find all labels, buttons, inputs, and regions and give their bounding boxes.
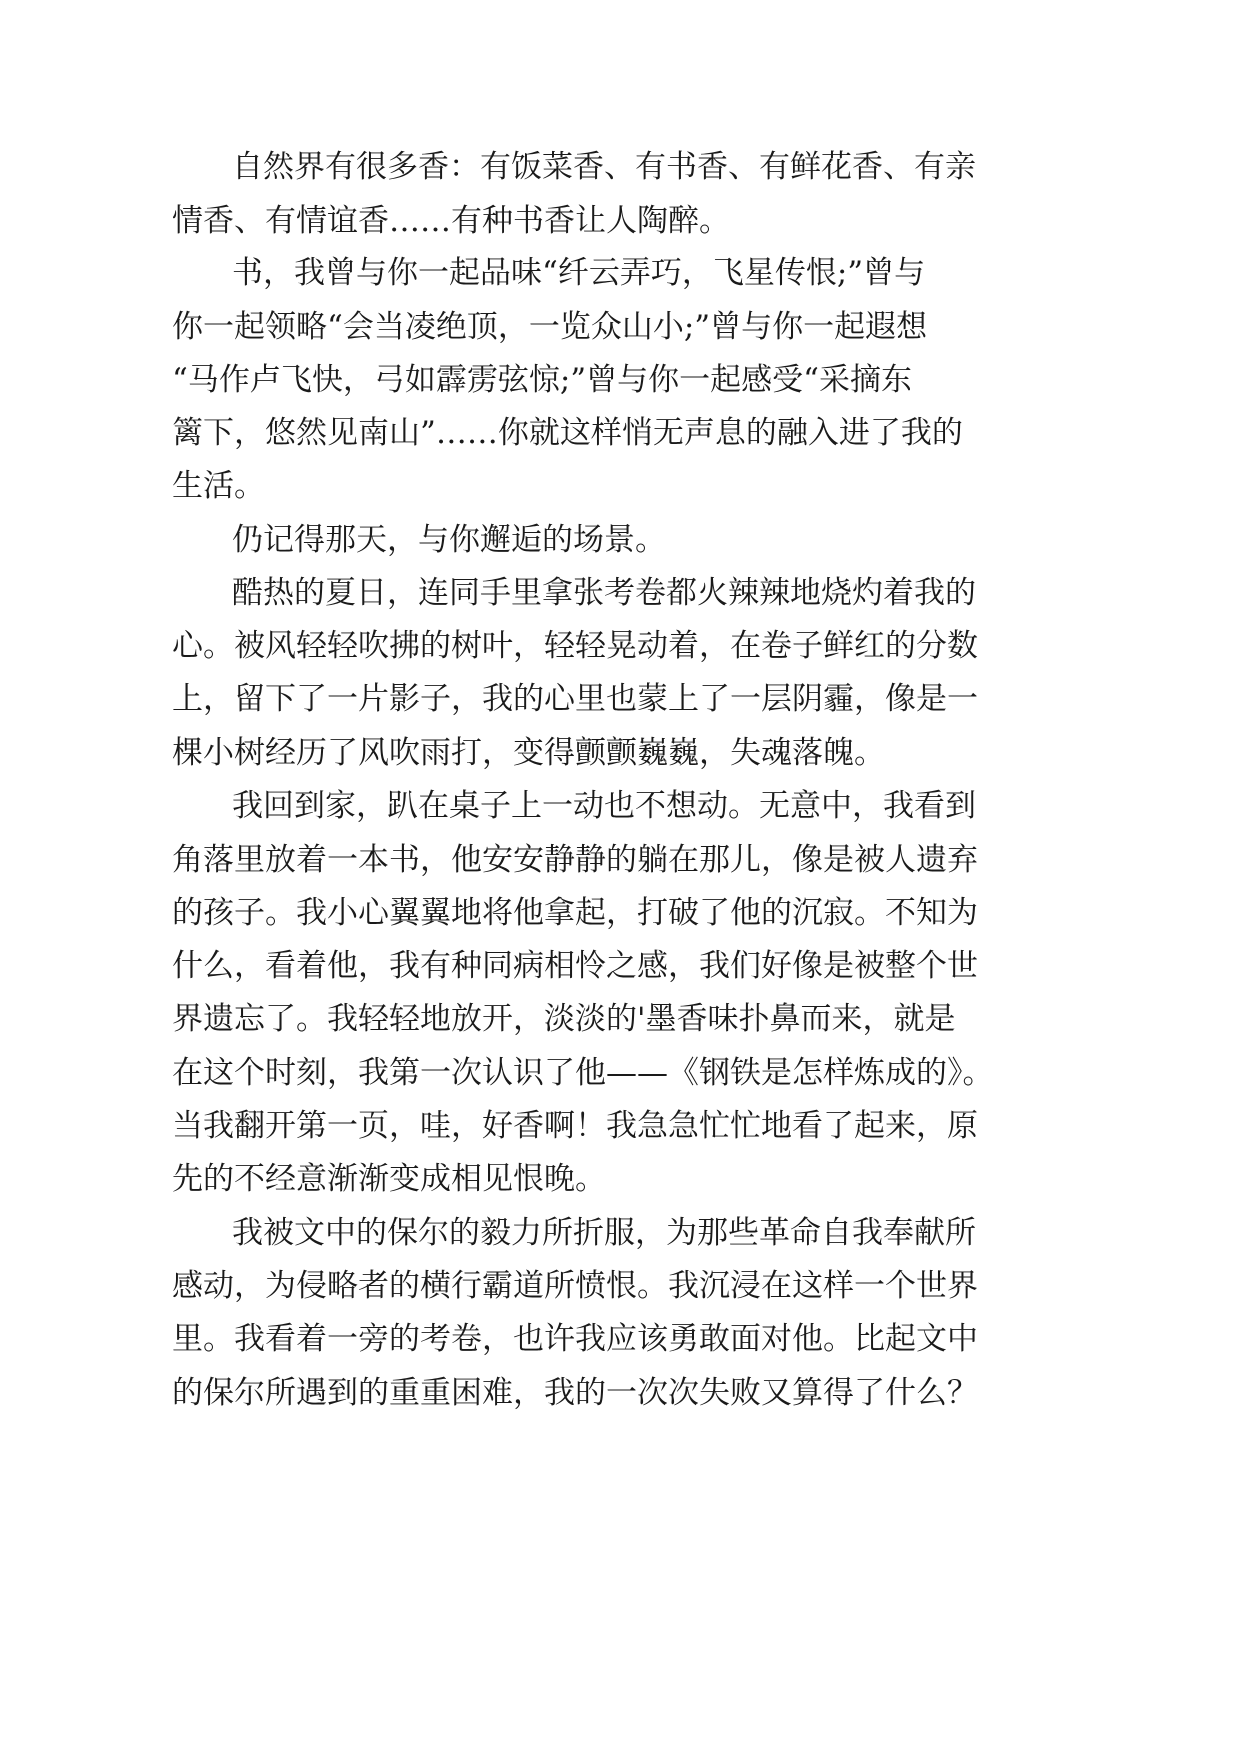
text-line: 的保尔所遇到的重重困难，我的一次次失败又算得了什么？ (172, 1375, 978, 1411)
text-line: 书，我曾与你一起品味“纤云弄巧，飞星传恨;”曾与 (232, 255, 926, 291)
text-line: “马作卢飞快，弓如霹雳弦惊;”曾与你一起感受“采摘东 (172, 362, 912, 398)
text-line: 仍记得那天，与你邂逅的场景。 (232, 522, 666, 558)
text-line: 在这个时刻，我第一次认识了他——《钢铁是怎样炼成的》。 (172, 1055, 994, 1091)
text-line: 生活。 (172, 468, 265, 504)
text-line: 篱下，悠然见南山”……你就这样悄无声息的融入进了我的 (172, 415, 963, 451)
text-line: 当我翻开第一页，哇，好香啊！我急急忙忙地看了起来，原 (172, 1108, 978, 1144)
text-line: 里。我看着一旁的考卷，也许我应该勇敢面对他。比起文中 (172, 1321, 978, 1357)
text-line: 我被文中的保尔的毅力所折服，为那些革命自我奉献所 (232, 1215, 976, 1251)
text-line: 情香、有情谊香……有种书香让人陶醉。 (172, 203, 730, 239)
text-line: 的孩子。我小心翼翼地将他拿起，打破了他的沉寂。不知为 (172, 895, 978, 931)
text-line: 心。被风轻轻吹拂的树叶，轻轻晃动着，在卷子鲜红的分数 (172, 628, 978, 664)
text-line: 我回到家，趴在桌子上一动也不想动。无意中，我看到 (232, 788, 976, 824)
text-line: 自然界有很多香：有饭菜香、有书香、有鲜花香、有亲 (232, 149, 976, 185)
text-line: 先的不经意渐渐变成相见恨晚。 (172, 1161, 606, 1197)
text-line: 什么，看着他，我有种同病相怜之感，我们好像是被整个世 (172, 948, 978, 984)
text-line: 酷热的夏日，连同手里拿张考卷都火辣辣地烧灼着我的 (232, 575, 976, 611)
text-line: 棵小树经历了风吹雨打，变得颤颤巍巍，失魂落魄。 (172, 735, 885, 771)
text-line: 角落里放着一本书，他安安静静的躺在那儿，像是被人遗弃 (172, 842, 978, 878)
text-line: 你一起领略“会当凌绝顶，一览众山小;”曾与你一起遐想 (172, 309, 928, 345)
text-line: 界遗忘了。我轻轻地放开，淡淡的'墨香味扑鼻而来，就是 (172, 1001, 956, 1037)
text-line: 上，留下了一片影子，我的心里也蒙上了一层阴霾，像是一 (172, 681, 978, 717)
text-line: 感动，为侵略者的横行霸道所愤恨。我沉浸在这样一个世界 (172, 1268, 978, 1304)
